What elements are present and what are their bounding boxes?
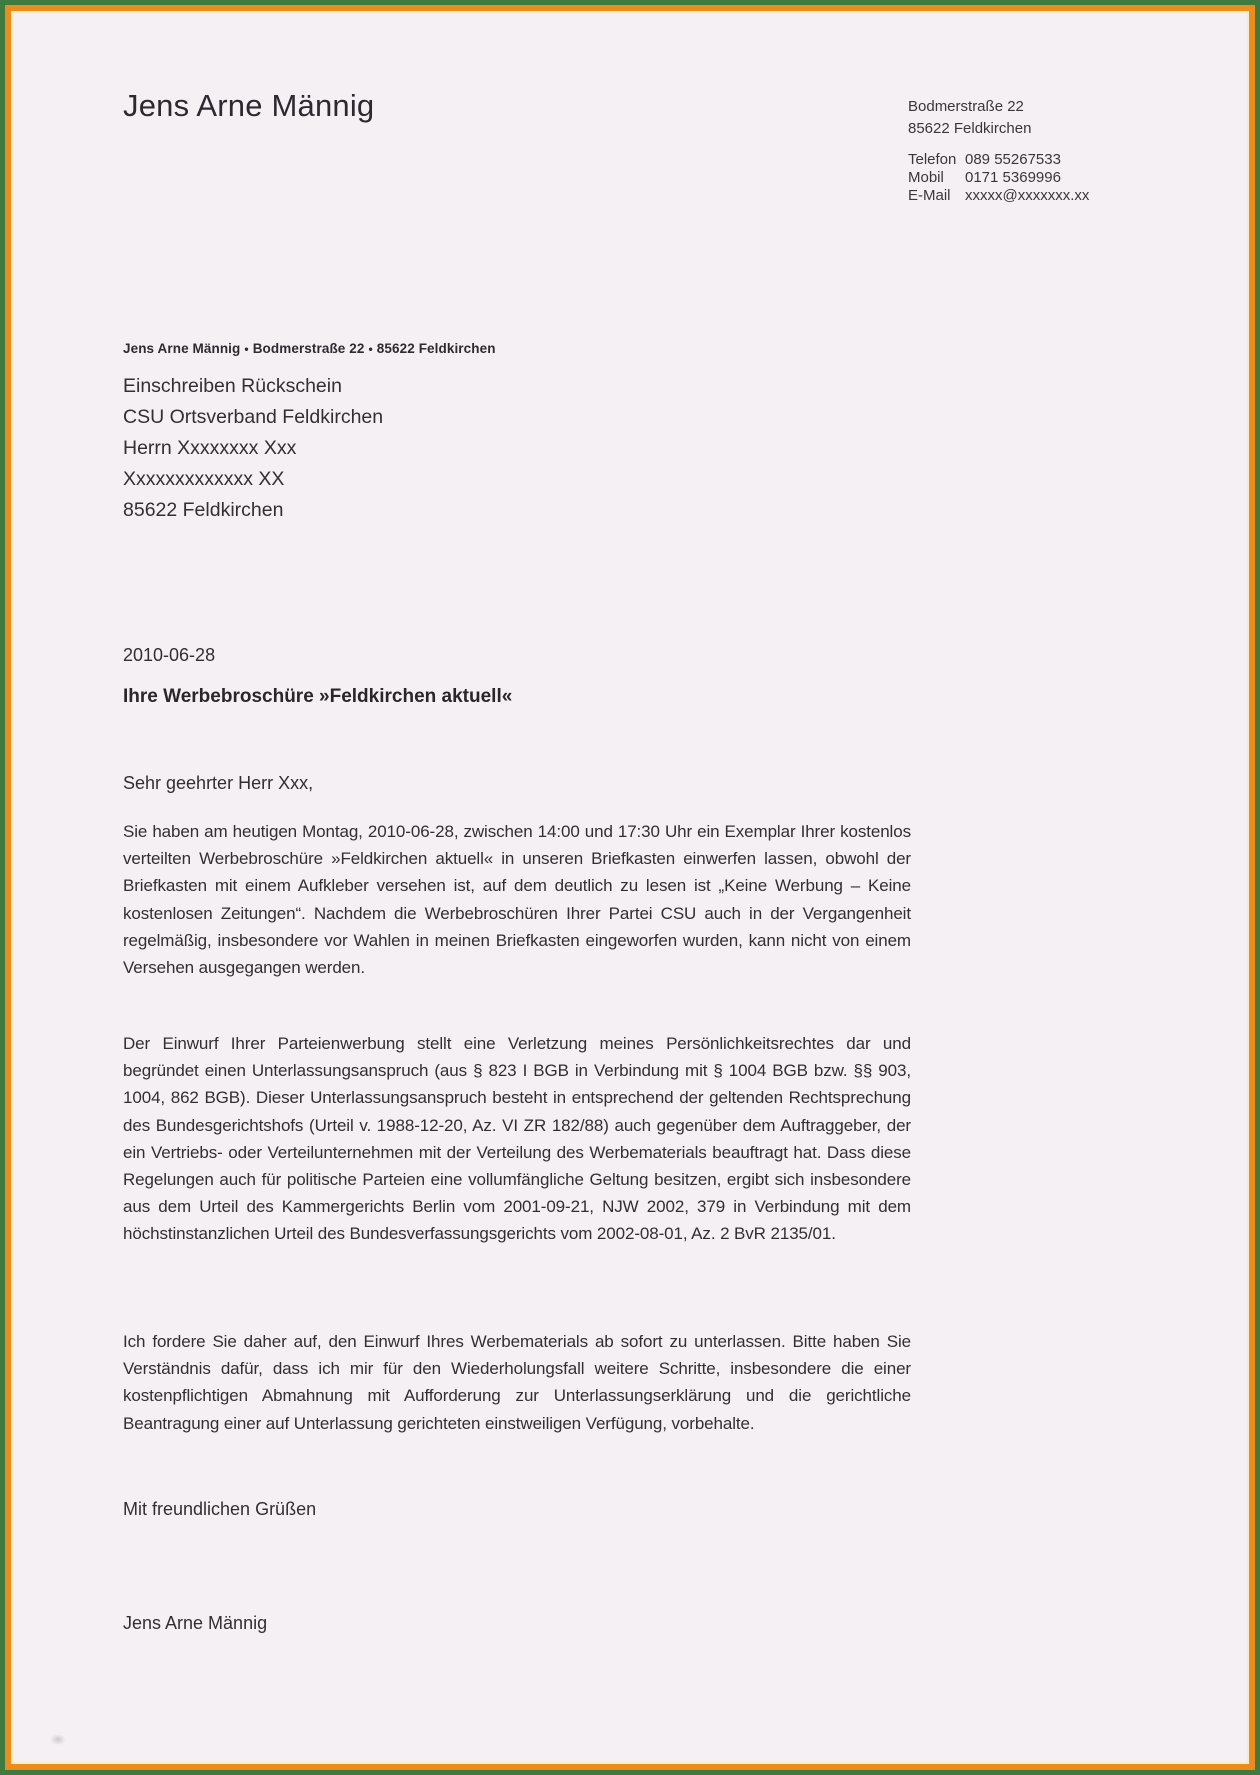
contact-value-telefon: 089 55267533 (965, 151, 1061, 168)
recipient-line-person: Herrn Xxxxxxxx Xxx (123, 437, 297, 459)
letter-date: 2010-06-28 (123, 645, 216, 665)
recipient-line-street: Xxxxxxxxxxxxx XX (123, 468, 285, 490)
body-paragraph-2: Der Einwurf Ihrer Parteienwerbung stellt eine Verletzung meines Persönlichkeitsrechtes dar und begründet einen Unterlassungsanspruch (aus § 823 I BGB in Verbindung mit § 1004 BGB bzw. §§ 903, 1004, 862 BGB). Dieser Unterlassungsanspruch besteht in entsprechend der geltenden Rechtsprechung des Bundesgerichtshofs (Urteil v. 1988-12-20, Az. VI ZR 182/88) auch gegenüber dem Auftraggeber, der ein Vertriebs- oder Verteilunternehmen mit der Verteilung des Werbematerials beauftragt hat. Dass diese Regelungen auch für politische Parteien eine vollumfängliche Geltung besitzen, ergibt sich insbesondere aus dem Urteil des Kammergerichts Berlin vom 2001-09-21, NJW 2002, 379 in Verbindung mit dem höchstinstanzlichen Urteil des Bundesverfassungsgerichts vom 2002-08-01, Az. 2 BvR 2135/01. (123, 1034, 911, 1244)
contact-row-mobil (908, 169, 1089, 187)
return-address-street: Bodmerstraße 22 (252, 341, 365, 356)
closing-formula: Mit freundlichen Grüßen (123, 1499, 317, 1519)
paper-smudge-artifact (50, 1734, 66, 1745)
bullet-separator: • (244, 342, 249, 356)
contact-label-email: E-Mail (908, 187, 951, 204)
contact-value-email: xxxxx@xxxxxxx.xx (965, 187, 1090, 204)
bullet-separator: • (368, 342, 373, 356)
return-address-line (123, 341, 496, 356)
sender-contact-block (908, 96, 1089, 205)
contact-city: 85622 Feldkirchen (908, 120, 1032, 137)
subject-line: Ihre Werbebroschüre »Feldkirchen aktuell« (123, 686, 513, 707)
body-paragraph-3: Ich fordere Sie daher auf, den Einwurf Ihres Werbematerials ab sofort zu unterlassen. Bitte haben Sie Verständnis dafür, dass ich mir für den Wiederholungsfall weitere Schritte, insbesondere die einer kostenpflichtigen Abmahnung mit Aufforderung zur Unterlassungserklärung und die gerichtliche Beantragung einer auf Unterlassung gerichteten einstweiligen Verfügung, vorbehalte. (123, 1332, 911, 1433)
salutation: Sehr geehrter Herr Xxx, (123, 773, 314, 793)
return-address-name: Jens Arne Männig (123, 341, 241, 356)
recipient-line-city: 85622 Feldkirchen (123, 499, 284, 521)
recipient-line-organization: CSU Ortsverband Feldkirchen (123, 406, 384, 428)
contact-rows (908, 151, 1089, 205)
letter-content (22, 22, 1238, 1753)
body-paragraph-1: Sie haben am heutigen Montag, 2010-06-28, zwischen 14:00 und 17:30 Uhr ein Exemplar Ihrer kostenlos verteilten Werbebroschüre »Feldkirchen aktuell« in unseren Briefkasten einwerfen lassen, obwohl der Briefkasten mit einem Aufkleber versehen ist, auf dem deutlich zu lesen ist „Keine Werbung – Keine kostenlosen Zeitungen“. Nachdem die Werbebroschüren Ihrer Partei CSU auch in der Vergangenheit regelmäßig, insbesondere vor Wahlen in meinen Briefkasten eingeworfen wurden, kann nicht von einem Versehen ausgegangen werden. (123, 822, 911, 978)
return-address-city: 85622 Feldkirchen (376, 341, 496, 356)
signature-name: Jens Arne Männig (123, 1613, 268, 1633)
contact-label-mobil: Mobil (908, 169, 944, 186)
contact-label-telefon: Telefon (908, 151, 957, 168)
contact-value-mobil: 0171 5369996 (965, 169, 1061, 186)
recipient-address-block (123, 371, 383, 526)
contact-street: Bodmerstraße 22 (908, 98, 1024, 115)
contact-row-telefon (908, 151, 1089, 169)
letter-paper (5, 5, 1255, 1770)
sender-name-header: Jens Arne Männig (123, 88, 375, 123)
recipient-line-delivery-type: Einschreiben Rückschein (123, 375, 342, 397)
contact-row-email (908, 187, 1089, 205)
